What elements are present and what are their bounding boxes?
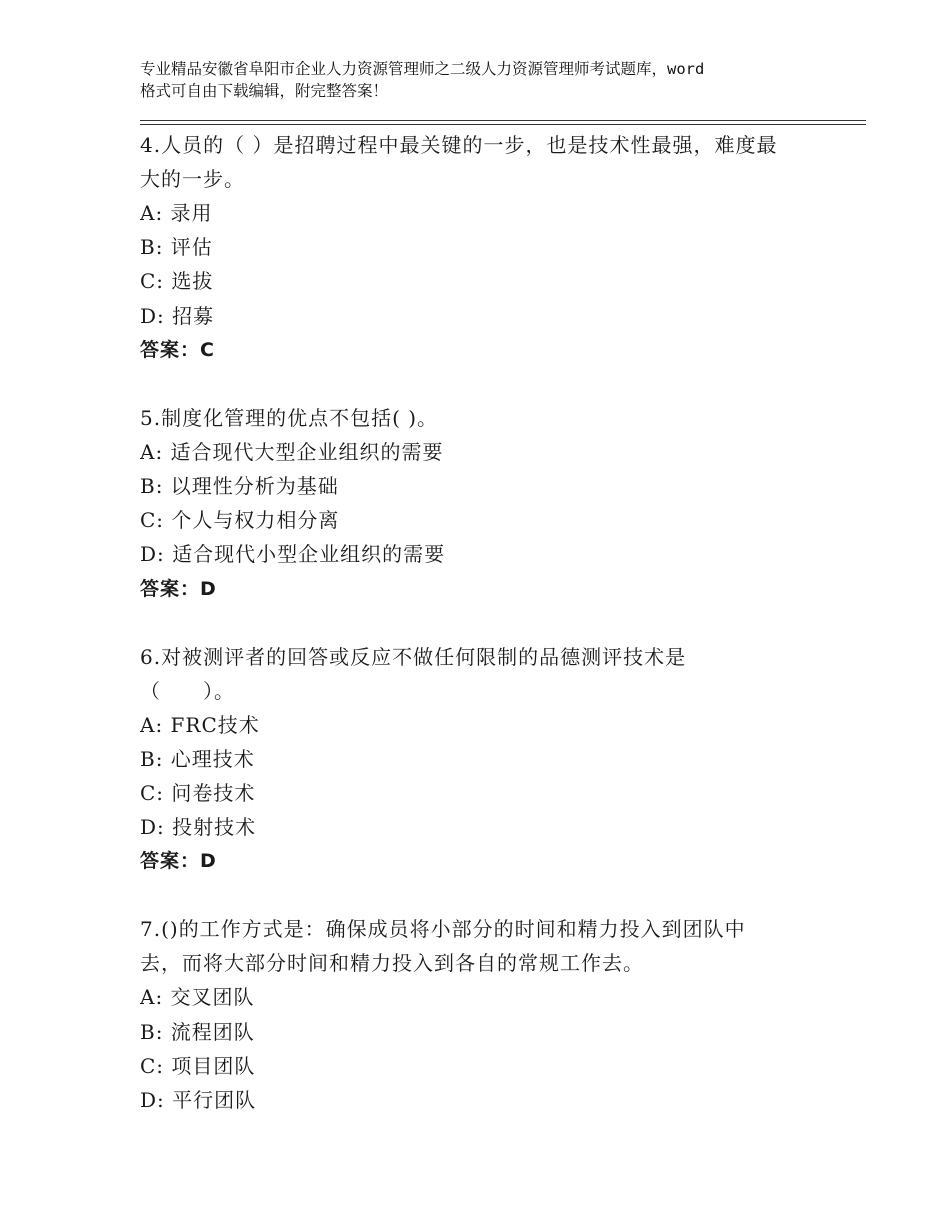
option-a: A: 交叉团队 xyxy=(140,985,255,1010)
option-b: B: 评估 xyxy=(140,235,213,260)
option-c: C: 问卷技术 xyxy=(140,781,256,806)
question-text: 6.对被测评者的回答或反应不做任何限制的品德测评技术是 xyxy=(140,644,687,669)
option-a: A: 录用 xyxy=(140,201,213,225)
option-d: D: 招募 xyxy=(140,303,215,328)
question-list xyxy=(140,128,820,1151)
answer-label: 答案：C xyxy=(140,338,215,361)
answer-label: 答案：D xyxy=(140,850,217,873)
question-text: 5.制度化管理的优点不包括( )。 xyxy=(140,405,439,430)
question-text: 大的一步。 xyxy=(140,167,245,191)
header-line-2: 格式可自由下载编辑，附完整答案！ xyxy=(140,82,389,100)
question-6 xyxy=(140,640,820,879)
question-text: （ ）。 xyxy=(140,678,235,703)
option-d: D: 适合现代小型企业组织的需要 xyxy=(140,542,446,567)
option-b: B: 流程团队 xyxy=(140,1019,255,1044)
document-header xyxy=(140,58,830,102)
option-c: C: 项目团队 xyxy=(140,1053,256,1078)
option-c: C: 个人与权力相分离 xyxy=(140,508,340,533)
option-d: D: 平行团队 xyxy=(140,1088,257,1113)
question-text: 4.人员的（ ）是招聘过程中最关键的一步，也是技术性最强，难度最 xyxy=(140,133,778,157)
option-b: B: 心理技术 xyxy=(140,746,255,771)
question-4 xyxy=(140,128,820,367)
option-a: A: FRC技术 xyxy=(140,712,260,737)
question-5 xyxy=(140,401,820,606)
question-text: 7.()的工作方式是：确保成员将小部分的时间和精力投入到团队中 xyxy=(140,917,746,942)
option-b: B: 以理性分析为基础 xyxy=(140,474,339,499)
question-text: 去，而将大部分时间和精力投入到各自的常规工作去。 xyxy=(140,951,644,976)
question-7 xyxy=(140,912,820,1117)
option-a: A: 适合现代大型企业组织的需要 xyxy=(140,439,444,464)
answer-label: 答案：D xyxy=(140,577,217,600)
header-divider xyxy=(140,120,866,125)
option-d: D: 投射技术 xyxy=(140,815,257,840)
option-c: C: 选拔 xyxy=(140,269,214,294)
header-line-1: 专业精品安徽省阜阳市企业人力资源管理师之二级人力资源管理师考试题库，word xyxy=(140,60,705,78)
